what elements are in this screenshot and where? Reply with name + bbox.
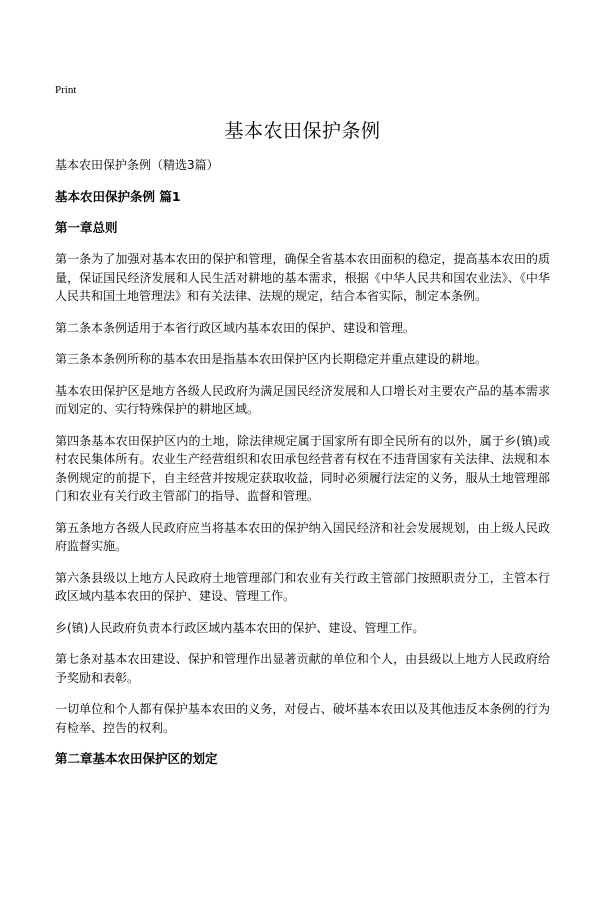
paragraph-public-duty: 一切单位和个人都有保护基本农田的义务，对侵占、破坏基本农田以及其他违反本条例的行为有检举、控告的权利。 (55, 702, 550, 735)
section-heading: 基本农田保护条例 篇1 (55, 189, 181, 204)
document-body (55, 156, 550, 781)
document-title: 基本农田保护条例 (224, 120, 381, 142)
paragraph-article-6: 第六条县级以上地方人民政府土地管理部门和农业有关行政主管部门按照职责分工，主管本行政区域内基本农田的保护、建设、管理工作。 (55, 570, 550, 603)
paragraph-township-duty: 乡(镇)人民政府负责本行政区域内基本农田的保护、建设、管理工作。 (55, 620, 425, 635)
document-subtitle: 基本农田保护条例（精选3篇） (55, 158, 219, 172)
paragraph-article-3: 第三条本条例所称的基本农田是指基本农田保护区内长期稳定并重点建设的耕地。 (55, 352, 488, 366)
chapter-1-heading: 第一章总则 (55, 220, 118, 235)
paragraph-article-1: 第一条为了加强对基本农田的保护和管理，确保全省基本农田面积的稳定，提高基本农田的质量，保证国民经济发展和人民生活对耕地的基本需求，根据《中华人民共和国农业法》、《中华人民共和国土地管理法》和有关法律、法规的规定，结合本省实际，制定本条例。 (55, 252, 550, 303)
print-label: Print (55, 84, 77, 96)
paragraph-article-7: 第七条对基本农田建设、保护和管理作出显著贡献的单位和个人，由县级以上地方人民政府给予奖励和表彰。 (55, 652, 550, 685)
paragraph-article-5: 第五条地方各级人民政府应当将基本农田的保护纳入国民经济和社会发展规划，由上级人民政府监督实施。 (55, 520, 550, 553)
paragraph-article-2: 第二条本条例适用于本省行政区域内基本农田的保护、建设和管理。 (55, 320, 416, 335)
paragraph-article-4: 第四条基本农田保护区内的土地，除法律规定属于国家所有即全民所有的以外，属于乡(镇)或村农民集体所有。农业生产经营组织和农田承包经营者有权在不违背国家有关法律、法规和本条例规定的前提下，自主经营并按规定获取收益，同时必须履行法定的义务，服从土地管理部门和农业有关行政主管部门的指导、监督和管理。 (55, 433, 550, 503)
chapter-2-heading: 第二章基本农田保护区的划定 (55, 751, 218, 766)
paragraph-protection-zone: 基本农田保护区是地方各级人民政府为满足国民经济发展和人口增长对主要农产品的基本需求而划定的、实行特殊保护的耕地区域。 (55, 383, 550, 416)
